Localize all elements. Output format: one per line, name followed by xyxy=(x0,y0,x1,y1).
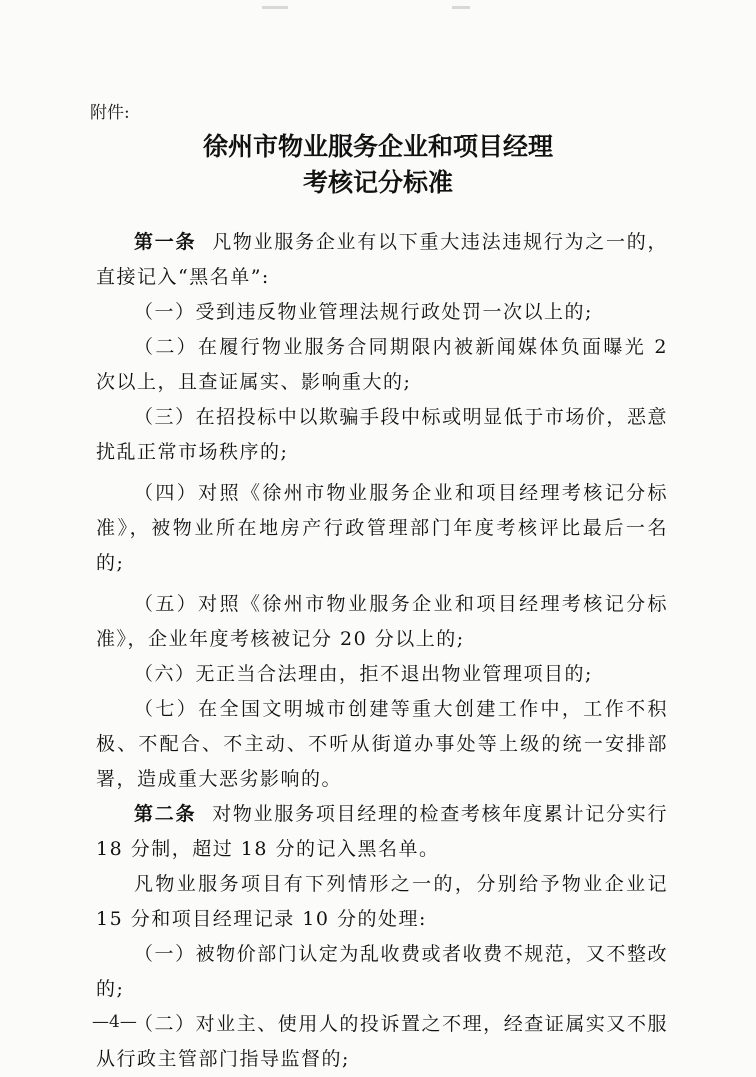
article-1-item: （三）在招投标中以欺骗手段中标或明显低于市场价，恶意扰乱正常市场秩序的; xyxy=(96,406,668,463)
article-2-paragraph xyxy=(96,797,668,867)
article-1-item: （一）受到违反物业管理法规行政处罚一次以上的; xyxy=(134,301,593,323)
article-1-text: 凡物业服务企业有以下重大违法违规行为之一的，直接记入“黑名单”: xyxy=(96,231,668,288)
page-number: —4— xyxy=(92,1012,137,1032)
article-2-heading: 第二条 xyxy=(134,803,197,825)
attachment-label: 附件: xyxy=(90,103,130,123)
article-2-text: 对物业服务项目经理的检查考核年度累计记分实行 18 分制，超过 18 分的记入黑名单。 xyxy=(96,803,668,860)
article-2-item: （一）被物价部门认定为乱收费或者收费不规范，又不整改的; xyxy=(96,943,668,1000)
document-title-line-2: 考核记分标准 xyxy=(302,168,453,197)
article-1-paragraph xyxy=(96,225,668,295)
article-1-item: （六）无正当合法理由，拒不退出物业管理项目的; xyxy=(134,663,593,685)
article-1-item: （四）对照《徐州市物业服务企业和项目经理考核记分标准》，被物业所在地房产行政管理部门年度考核评比最后一名的; xyxy=(96,482,668,574)
article-2-item: （二）对业主、使用人的投诉置之不理，经查证属实又不服从行政主管部门指导监督的; xyxy=(96,1013,668,1070)
document-body xyxy=(96,225,668,1077)
article-1-heading: 第一条 xyxy=(134,231,197,253)
document-title-line-1: 徐州市物业服务企业和项目经理 xyxy=(202,132,553,161)
scan-artifact xyxy=(452,6,470,9)
article-1-item: （七）在全国文明城市创建等重大创建工作中，工作不积极、不配合、不主动、不听从街道办事处等上级的统一安排部署，造成重大恶劣影响的。 xyxy=(96,698,668,790)
article-1-item: （五）对照《徐州市物业服务企业和项目经理考核记分标准》，企业年度考核被记分 20 分以上的; xyxy=(96,593,668,650)
article-1-item: （二）在履行物业服务合同期限内被新闻媒体负面曝光 2 次以上，且查证属实、影响重大的; xyxy=(96,336,668,393)
article-2-intro: 凡物业服务项目有下列情形之一的，分别给予物业企业记 15 分和项目经理记录 10 分的处理: xyxy=(96,873,668,930)
scan-artifact xyxy=(262,6,288,9)
